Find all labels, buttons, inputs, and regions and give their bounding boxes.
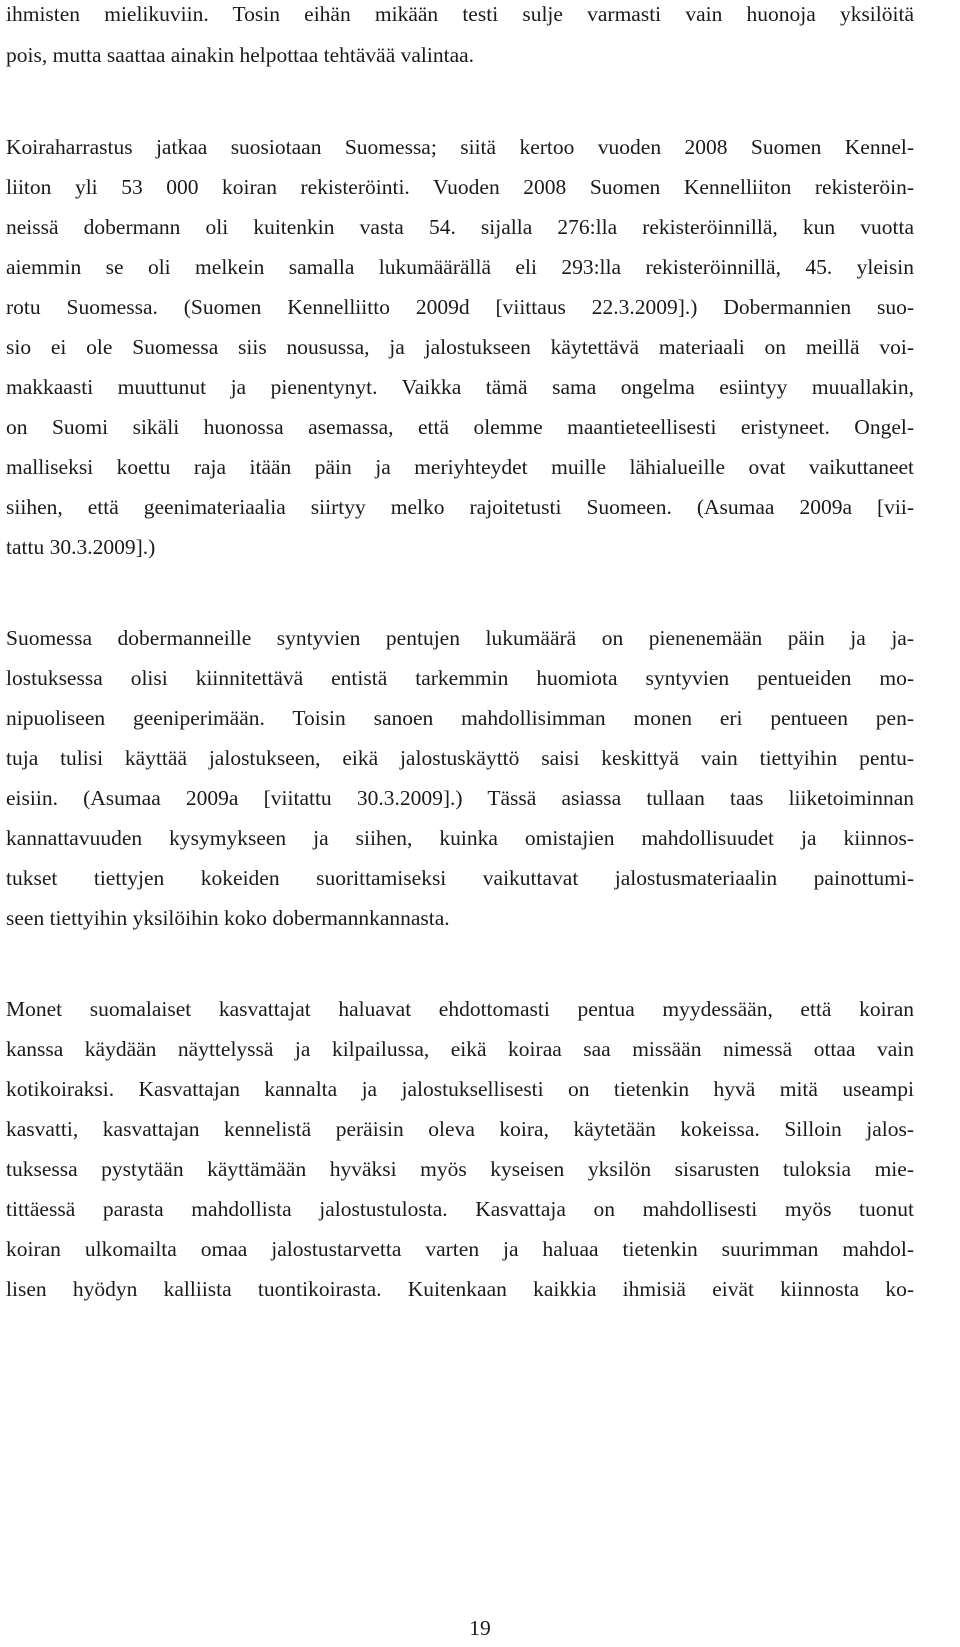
text-line: kasvatti, kasvattajan kennelistä peräisin oleva koira, käytetään kokeissa. Silloin jalos- [6, 1117, 914, 1141]
page-number: 19 [469, 1616, 491, 1640]
text-line: Monet suomalaiset kasvattajat haluavat ehdottomasti pentua myydessään, että koiran [6, 997, 914, 1021]
text-line: kanssa käydään näyttelyssä ja kilpailussa, eikä koiraa saa missään nimessä ottaa vain [6, 1037, 914, 1061]
text-line: ihmisten mielikuviin. Tosin eihän mikään testi sulje varmasti vain huonoja yksilöitä [6, 2, 914, 26]
text-line: aiemmin se oli melkein samalla lukumäärällä eli 293:lla rekisteröinnillä, 45. yleisin [6, 255, 914, 279]
text-line: nipuoliseen geeniperimään. Toisin sanoen mahdollisimman monen eri pentueen pen- [6, 706, 914, 730]
text-line: tukset tiettyjen kokeiden suorittamiseksi vaikuttavat jalostusmateriaalin painottumi- [6, 866, 914, 890]
text-line: kotikoiraksi. Kasvattajan kannalta ja jalostuksellisesti on tietenkin hyvä mitä useampi [6, 1077, 914, 1101]
text-line: sio ei ole Suomessa siis nousussa, ja jalostukseen käytettävä materiaali on meillä voi- [6, 335, 914, 359]
text-line: lostuksessa olisi kiinnitettävä entistä tarkemmin huomiota syntyvien pentueiden mo- [6, 666, 914, 690]
text-line: pois, mutta saattaa ainakin helpottaa tehtävää valintaa. [6, 43, 475, 67]
text-line: koiran ulkomailta omaa jalostustarvetta varten ja haluaa tietenkin suurimman mahdol- [6, 1237, 914, 1261]
text-line: rotu Suomessa. (Suomen Kennelliitto 2009d [viittaus 22.3.2009].) Dobermannien suo- [6, 295, 914, 319]
text-line: seen tiettyihin yksilöihin koko dobermannkannasta. [6, 906, 450, 930]
text-line: eisiin. (Asumaa 2009a [viitattu 30.3.2009].) Tässä asiassa tullaan taas liiketoiminnan [6, 786, 914, 810]
text-line: Suomessa dobermanneille syntyvien pentujen lukumäärä on pienenemään päin ja ja- [6, 626, 914, 650]
text-line: liiton yli 53 000 koiran rekisteröinti. Vuoden 2008 Suomen Kennelliiton rekisteröin- [6, 175, 914, 199]
text-line: siihen, että geenimateriaalia siirtyy melko rajoitetusti Suomeen. (Asumaa 2009a [vii- [6, 495, 914, 519]
text-line: tuksessa pystytään käyttämään hyväksi myös kyseisen yksilön sisarusten tuloksia mie- [6, 1157, 914, 1181]
text-line: tittäessä parasta mahdollista jalostustulosta. Kasvattaja on mahdollisesti myös tuonut [6, 1197, 914, 1221]
text-line: lisen hyödyn kalliista tuontikoirasta. Kuitenkaan kaikkia ihmisiä eivät kiinnosta ko- [6, 1277, 914, 1301]
text-line: kannattavuuden kysymykseen ja siihen, kuinka omistajien mahdollisuudet ja kiinnos- [6, 826, 914, 850]
text-line: on Suomi sikäli huonossa asemassa, että olemme maantieteellisesti eristyneet. Ongel- [6, 415, 914, 439]
text-line: tattu 30.3.2009].) [6, 535, 156, 559]
text-line: malliseksi koettu raja itään päin ja meriyhteydet muille lähialueille ovat vaikuttaneet [6, 455, 914, 479]
text-line: tuja tulisi käyttää jalostukseen, eikä jalostuskäyttö saisi keskittyä vain tiettyihin pentu- [6, 746, 914, 770]
text-line: Koiraharrastus jatkaa suosiotaan Suomessa; siitä kertoo vuoden 2008 Suomen Kennel- [6, 135, 914, 159]
text-line: makkaasti muuttunut ja pienentynyt. Vaikka tämä sama ongelma esiintyy muuallakin, [6, 375, 914, 399]
text-line: neissä dobermann oli kuitenkin vasta 54. sijalla 276:lla rekisteröinnillä, kun vuotta [6, 215, 914, 239]
